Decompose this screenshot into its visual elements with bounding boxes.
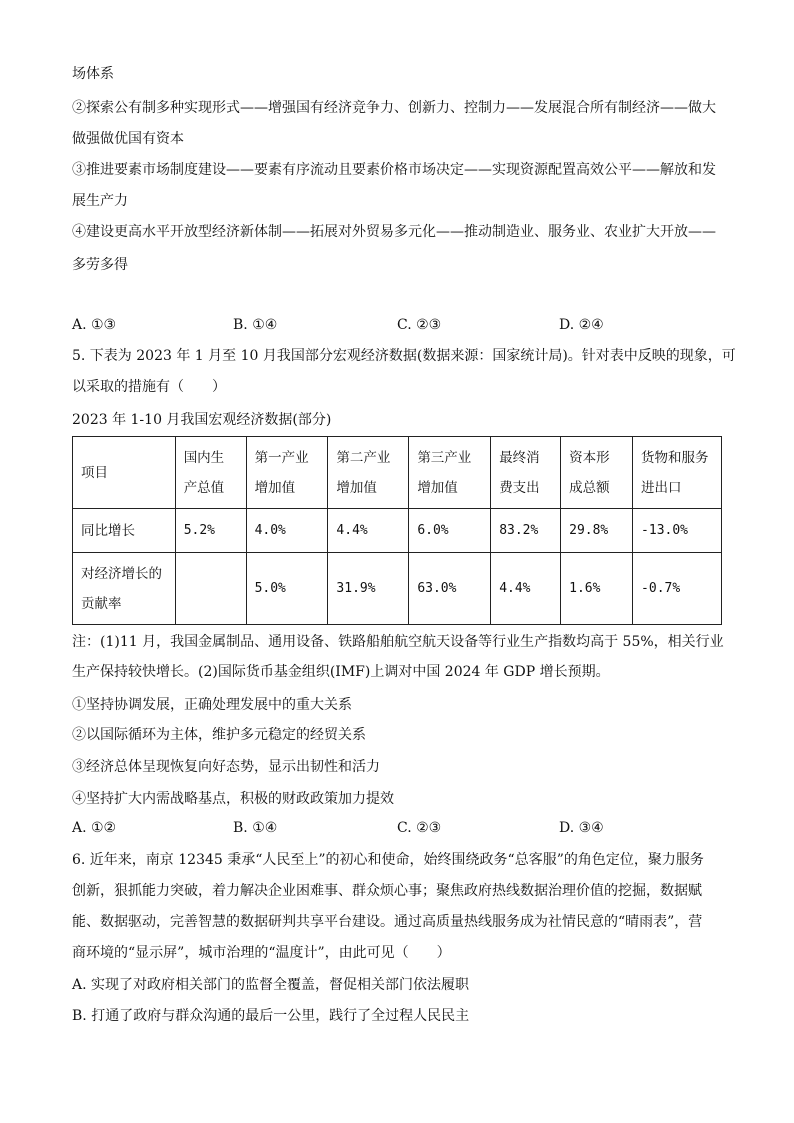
table-cell: 31.9%	[328, 553, 409, 625]
intro-line-3: 做强做优国有资本	[72, 131, 184, 147]
table-cell: -0.7%	[633, 553, 722, 625]
header-secondary-industry: 第二产业 增加值	[328, 437, 409, 509]
header-label: 项目	[73, 437, 176, 509]
q6-stem-line-1: 6. 近年来，南京 12345 秉承“人民至上”的初心和使命，始终围绕政务“总客服”的角色定位，聚力服务	[72, 852, 704, 868]
q5-statement-3: ③经济总体呈现恢复向好态势，显示出韧性和活力	[72, 759, 380, 775]
q5-option-b[interactable]: B. ①④	[233, 820, 278, 836]
q5-stem-line-2: 以采取的措施有（ ）	[72, 379, 226, 395]
q5-note-line-2: 生产保持较快增长。(2)国际货币基金组织(IMF)上调对中国 2024 年 GDP 增长预期。	[72, 664, 610, 680]
q4-options	[72, 315, 732, 335]
q5-table-caption: 2023 年 1-10 月我国宏观经济数据(部分)	[72, 412, 332, 428]
table-cell: 5.2%	[175, 509, 246, 553]
q5-option-d[interactable]: D. ③④	[559, 820, 604, 836]
header-primary-industry: 第一产业 增加值	[246, 437, 328, 509]
q6-stem-line-2: 创新，狠抓能力突破，着力解决企业困难事、群众烦心事；聚焦政府热线数据治理价值的挖掘，数据赋	[72, 883, 702, 899]
q6-option-b[interactable]: B. 打通了政府与群众沟通的最后一公里，践行了全过程人民民主	[72, 1008, 470, 1024]
intro-line-6: ④建设更高水平开放型经济新体制——拓展对外贸易多元化——推动制造业、服务业、农业扩大开放——	[72, 224, 716, 240]
header-capital-formation: 资本形 成总额	[561, 437, 633, 509]
row-label-yoy: 同比增长	[73, 509, 176, 553]
table-row	[73, 509, 722, 553]
q6-stem-line-4: 商环境的“显示屏”，城市治理的“温度计”，由此可见（ ）	[72, 945, 451, 961]
q5-stem-line-1: 5. 下表为 2023 年 1 月至 10 月我国部分宏观经济数据(数据来源：国家统计局)。针对表中反映的现象，可	[72, 348, 736, 364]
q6-stem-line-3: 能、数据驱动，完善智慧的数据研判共享平台建设。通过高质量热线服务成为社情民意的“晴雨表”，营	[72, 914, 703, 930]
table-cell: 4.4%	[491, 553, 561, 625]
q4-option-a[interactable]: A. ①③	[72, 317, 117, 333]
intro-line-2: ②探索公有制多种实现形式——增强国有经济竞争力、创新力、控制力——发展混合所有制经济——做大	[72, 100, 716, 116]
table-row	[73, 553, 722, 625]
table-cell: 4.0%	[246, 509, 328, 553]
table-cell: 5.0%	[246, 553, 328, 625]
table-cell: 1.6%	[561, 553, 633, 625]
q5-statement-1: ①坚持协调发展，正确处理发展中的重大关系	[72, 697, 352, 713]
q4-option-d[interactable]: D. ②④	[559, 317, 604, 333]
q5-statement-2: ②以国际循环为主体，维护多元稳定的经贸关系	[72, 727, 366, 743]
table-cell: -13.0%	[633, 509, 722, 553]
q5-options	[72, 818, 732, 838]
header-trade: 货物和服务 进出口	[633, 437, 722, 509]
q5-statement-4: ④坚持扩大内需战略基点，积极的财政政策加力提效	[72, 791, 394, 807]
table-cell: 63.0%	[409, 553, 491, 625]
intro-line-1: 场体系	[72, 66, 114, 82]
table-cell: 6.0%	[409, 509, 491, 553]
table-cell: 29.8%	[561, 509, 633, 553]
header-tertiary-industry: 第三产业 增加值	[409, 437, 491, 509]
q5-option-a[interactable]: A. ①②	[72, 820, 117, 836]
q6-option-a[interactable]: A. 实现了对政府相关部门的监督全覆盖，督促相关部门依法履职	[72, 977, 470, 993]
q5-note-line-1: 注：(1)11 月，我国金属制品、通用设备、铁路船舶航空航天设备等行业生产指数均高于 55%，相关行业	[72, 634, 724, 650]
q4-option-b[interactable]: B. ①④	[233, 317, 278, 333]
macro-data-table	[72, 436, 722, 625]
q5-option-c[interactable]: C. ②③	[397, 820, 442, 836]
table-cell: 83.2%	[491, 509, 561, 553]
intro-line-4: ③推进要素市场制度建设——要素有序流动且要素价格市场决定——实现资源配置高效公平——解放和发	[72, 162, 716, 178]
table-header-row	[73, 437, 722, 509]
intro-line-5: 展生产力	[72, 193, 128, 209]
table-cell: 4.4%	[328, 509, 409, 553]
q4-option-c[interactable]: C. ②③	[397, 317, 442, 333]
intro-line-7: 多劳多得	[72, 257, 128, 273]
header-final-consumption: 最终消 费支出	[491, 437, 561, 509]
header-gdp: 国内生 产总值	[175, 437, 246, 509]
table-cell	[175, 553, 246, 625]
row-label-contribution: 对经济增长的 贡献率	[73, 553, 176, 625]
